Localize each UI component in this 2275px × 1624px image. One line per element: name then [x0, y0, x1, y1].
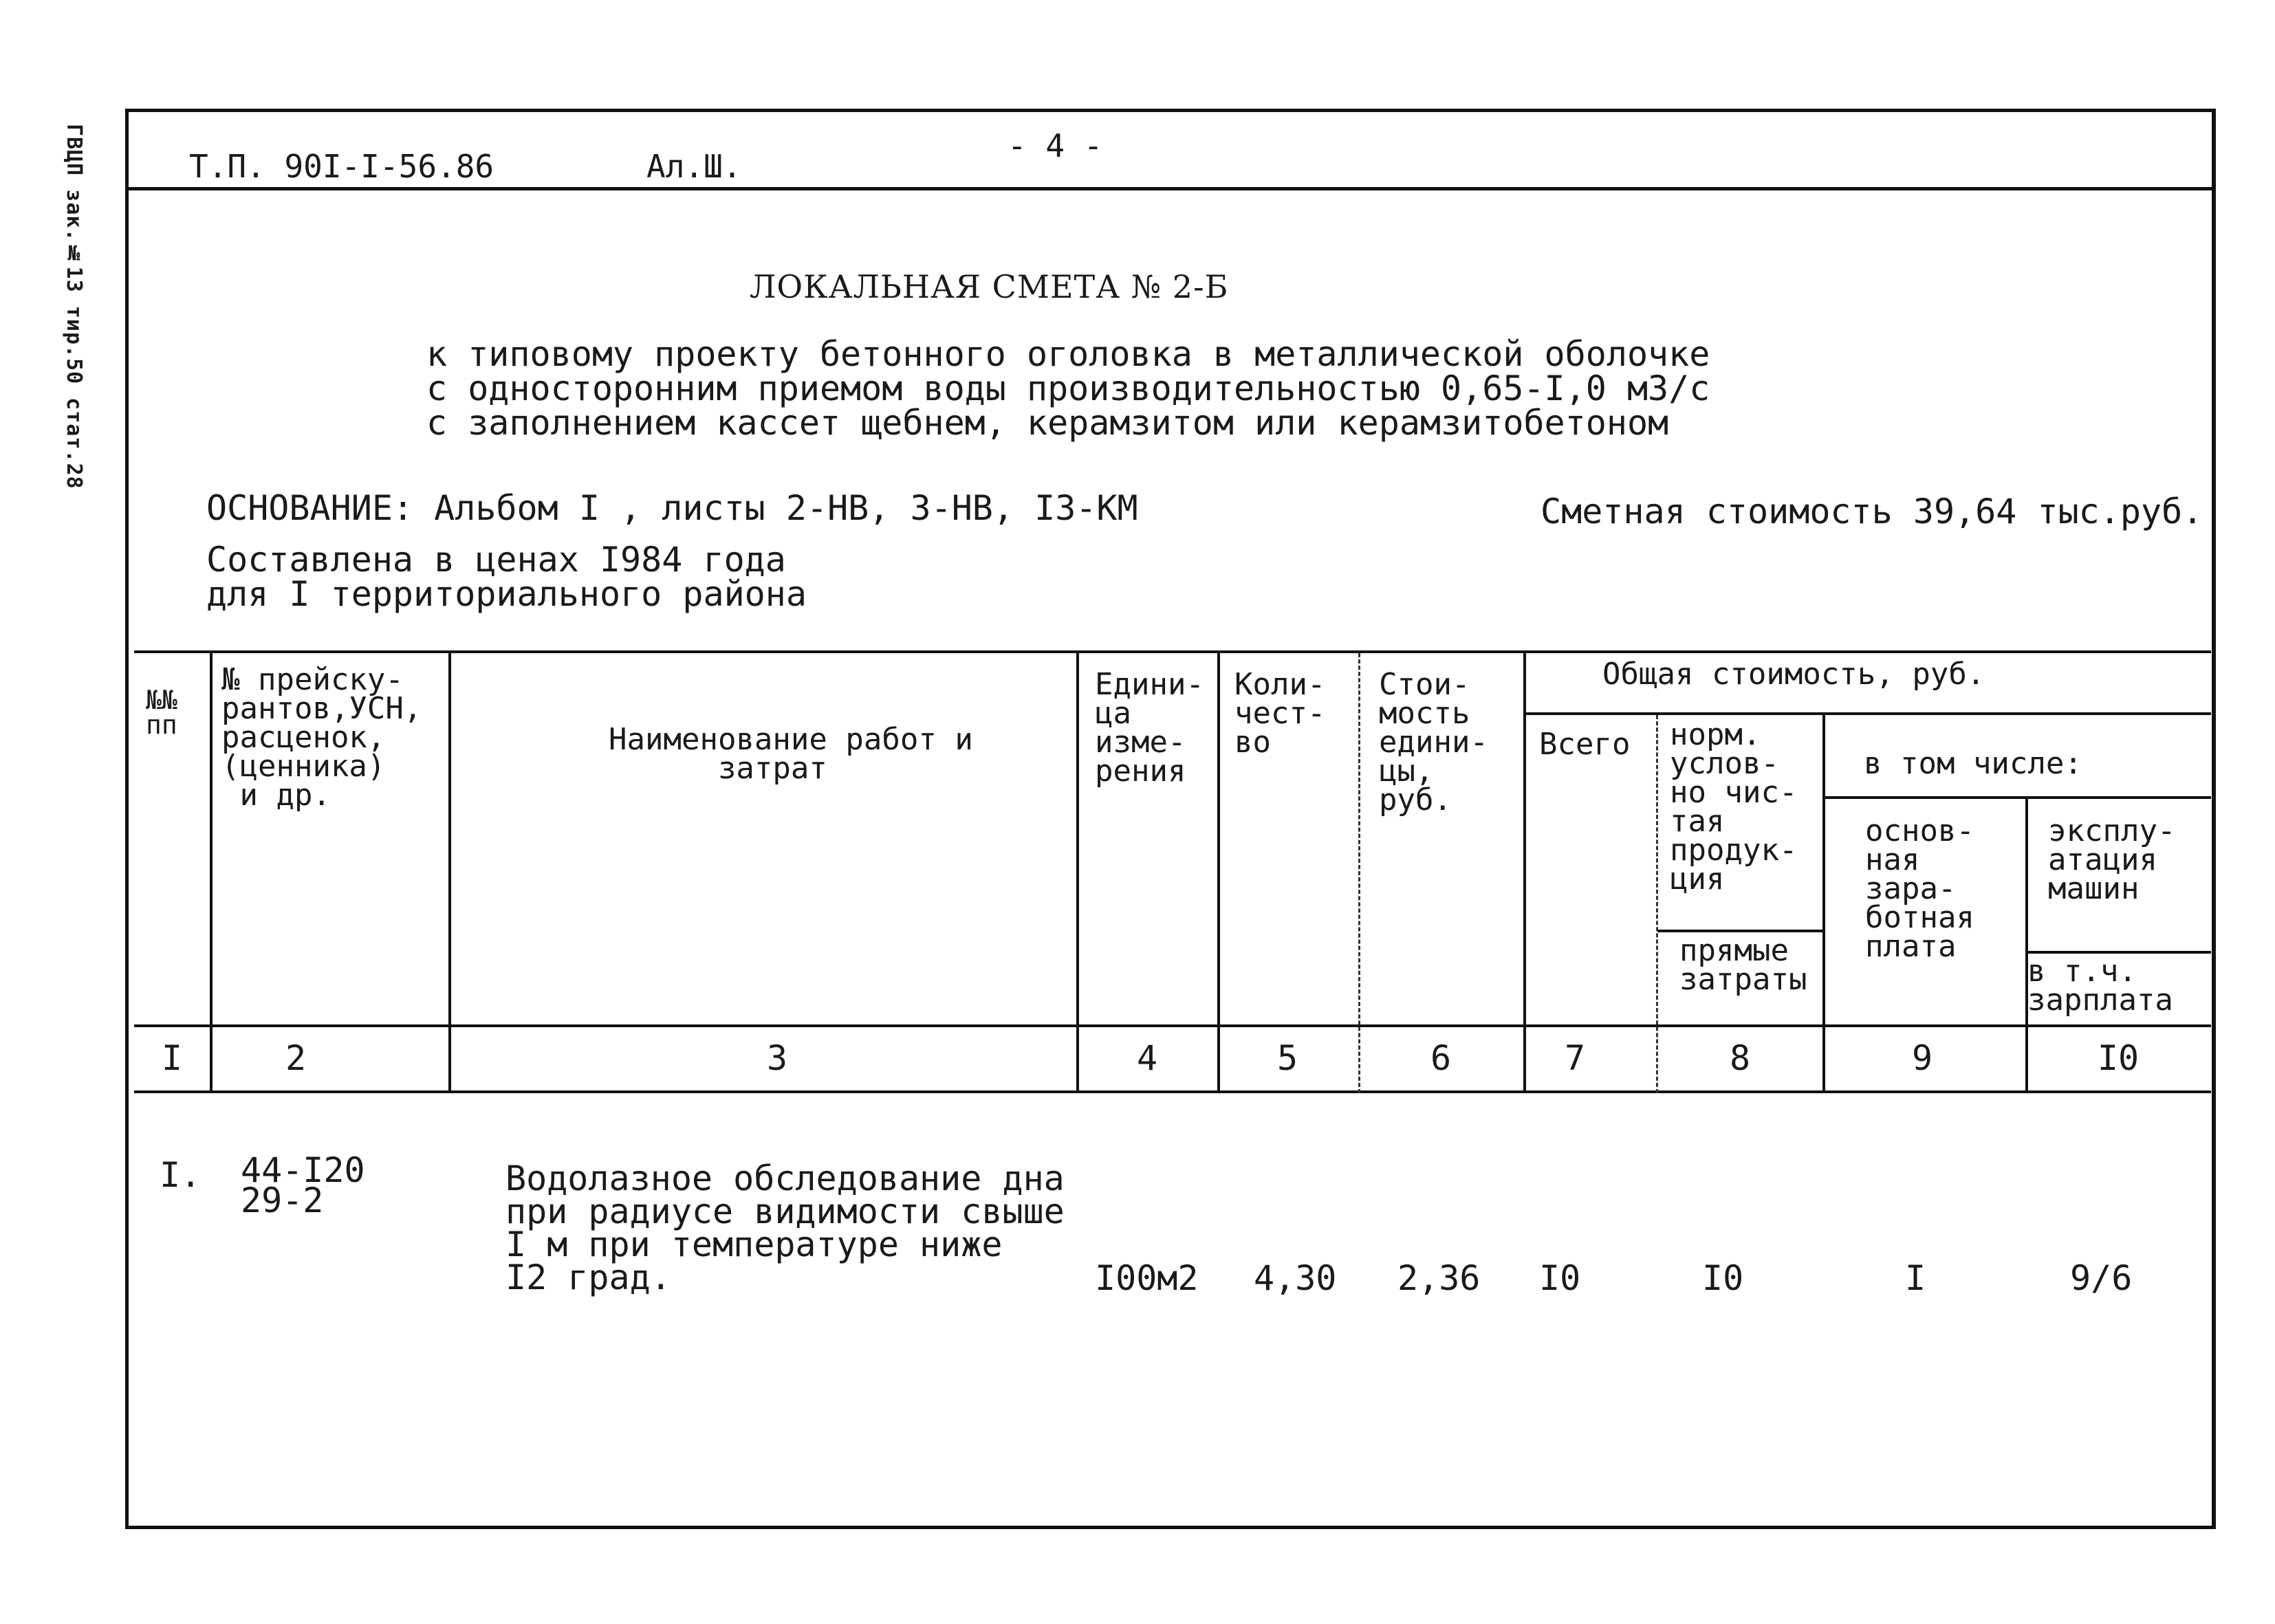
subtitle-line: с заполнением кассет щебнем, керамзитом или керамзитобетоном: [426, 403, 1669, 443]
col-divider: [1523, 653, 1526, 1093]
column-number: I: [161, 1038, 183, 1078]
header-col-qty: Коли- чест- во: [1234, 667, 1326, 760]
column-number: 3: [766, 1038, 788, 1078]
header-col-num: №№ пп: [146, 685, 177, 740]
row-wage: I: [1905, 1258, 1926, 1298]
numbers-top-line: [134, 1024, 2211, 1027]
incl-divider: [1822, 796, 2211, 799]
row-work-name: Водолазное обследование дна при радиусе видимости свыше I м при температуре ниже I2 град.: [505, 1159, 1065, 1297]
region-line: для I территориального района: [206, 574, 807, 614]
column-number: 6: [1430, 1038, 1452, 1078]
subtitle-line: с односторонним приемом воды производительностью 0,65-I,0 м3/с: [426, 369, 1710, 408]
numbers-bottom-line: [134, 1090, 2211, 1093]
header-col-unit: Едини- ца изме- рения: [1095, 667, 1204, 789]
col-divider-dashed: [1656, 715, 1658, 1093]
estimated-cost: Сметная стоимость 39,64 тыс.руб.: [1541, 492, 2203, 531]
column-number: 9: [1911, 1038, 1933, 1078]
column-number: 4: [1136, 1038, 1158, 1078]
header-col-wage: основ- ная зара- ботная плата: [1865, 813, 1974, 964]
album-label: Ал.Ш.: [646, 148, 742, 185]
row-total: I0: [1539, 1258, 1581, 1298]
group-divider: [1523, 712, 2211, 715]
header-col-name: Наименование работ и затрат: [609, 722, 973, 786]
header-group-total: Общая стоимость, руб.: [1602, 657, 1985, 692]
col-divider-dashed: [1358, 653, 1360, 1093]
column-number: I0: [2097, 1038, 2140, 1078]
table-top-line: [134, 650, 2211, 653]
column-number: 2: [285, 1038, 307, 1078]
row-unit: I00м2: [1095, 1258, 1199, 1298]
column-number: 8: [1729, 1038, 1751, 1078]
header-col-total: Всего: [1539, 727, 1631, 762]
page-number: - 4 -: [1008, 127, 1103, 164]
header-divider: [125, 187, 2216, 190]
col-divider: [2025, 799, 2028, 1093]
row-reference: 44-I20 29-2: [241, 1150, 365, 1220]
row-unit-cost: 2,36: [1397, 1258, 1481, 1298]
header-col-nup: норм. услов- но чис- тая продук- ция: [1670, 717, 1798, 897]
margin-stamp: ГВЦП зак.№13 тир.50 стат.28: [62, 124, 86, 490]
column-number: 7: [1564, 1038, 1586, 1078]
col-divider: [1217, 653, 1220, 1093]
header-col-machines: эксплу- атация машин: [2048, 813, 2176, 906]
prices-line: Составлена в ценах I984 года: [206, 540, 786, 580]
basis-line: ОСНОВАНИЕ: Альбом I , листы 2-НВ, 3-НВ, I3-КМ: [206, 488, 1138, 528]
col-divider: [210, 653, 213, 1093]
row-number: I.: [160, 1155, 202, 1195]
col-divider: [448, 653, 451, 1093]
row-nup: I0: [1702, 1258, 1744, 1298]
document-title: ЛОКАЛЬНАЯ СМЕТА № 2-Б: [750, 268, 1229, 305]
header-group-incl: в том числе:: [1864, 746, 2082, 781]
header-col-machines-wage: в т.ч. зарплата: [2027, 954, 2173, 1018]
col8-split: [1657, 930, 1822, 932]
doc-code: Т.П. 90I-I-56.86: [189, 148, 494, 185]
header-col-direct-costs: прямые затраты: [1679, 933, 1807, 997]
header-col-unit-cost: Стои- мость едини- цы, руб.: [1379, 667, 1488, 818]
header-col-pricelist: № прейску- рантов,УСН, расценок, (ценника) и др.: [221, 662, 422, 813]
col-divider: [1822, 715, 1825, 1093]
row-machines: 9/6: [2070, 1258, 2133, 1298]
row-quantity: 4,30: [1254, 1258, 1337, 1298]
subtitle: [426, 334, 1710, 443]
col-divider: [1076, 653, 1079, 1093]
subtitle-line: к типовому проекту бетонного оголовка в металлической оболочке: [426, 334, 1710, 374]
column-number: 5: [1276, 1038, 1298, 1078]
